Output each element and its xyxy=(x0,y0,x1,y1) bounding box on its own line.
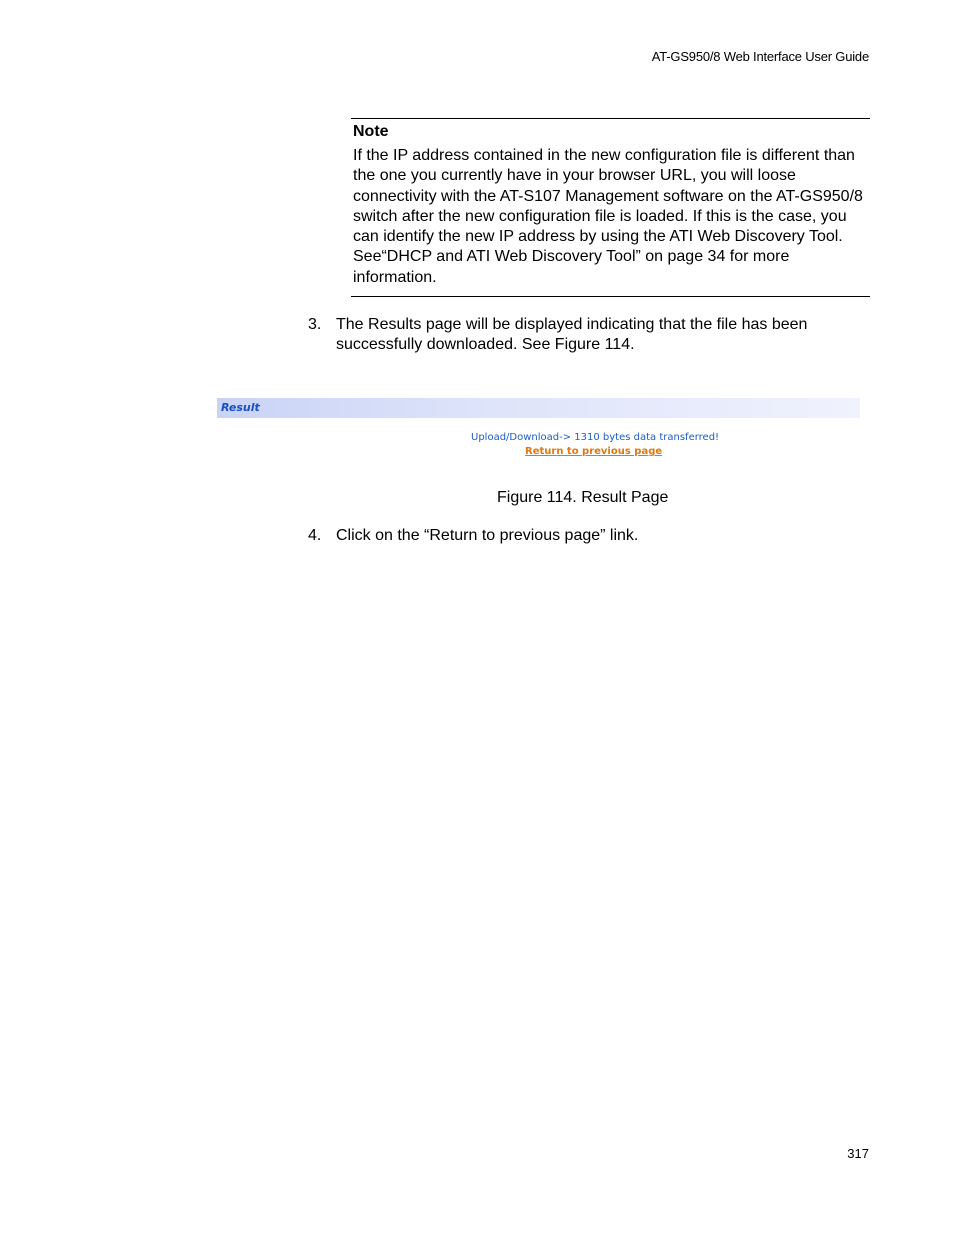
result-panel-title: Result xyxy=(221,401,260,414)
step-item xyxy=(308,526,868,546)
note-box xyxy=(351,118,870,297)
step-number: 3. xyxy=(308,316,322,333)
figure-caption: Figure 114. Result Page xyxy=(497,489,669,506)
return-to-previous-page-link[interactable]: Return to previous page xyxy=(525,446,663,457)
result-title-bar xyxy=(217,398,860,418)
step-item xyxy=(308,315,868,356)
step-text: The Results page will be displayed indicating that the file has been successfully downloaded. See Figure 114. xyxy=(336,316,808,354)
note-body: If the IP address contained in the new configuration file is different than the one you currently have in your browser URL, you will loose connectivity with the AT-S107 Management software on the AT-GS950/8 switch after the new configuration file is loaded. If this is the case, you can identify the new IP address by using the ATI Web Discovery Tool. See“DHCP and ATI Web Discovery Tool” on page 34 for more information. xyxy=(353,147,863,286)
step-text: Click on the “Return to previous page” link. xyxy=(336,527,639,544)
step-number: 4. xyxy=(308,527,322,544)
page-number: 317 xyxy=(847,1146,869,1161)
running-header: AT-GS950/8 Web Interface User Guide xyxy=(651,49,869,64)
transfer-status-message: Upload/Download-> 1310 bytes data transferred! xyxy=(471,432,720,443)
note-title: Note xyxy=(353,123,389,140)
